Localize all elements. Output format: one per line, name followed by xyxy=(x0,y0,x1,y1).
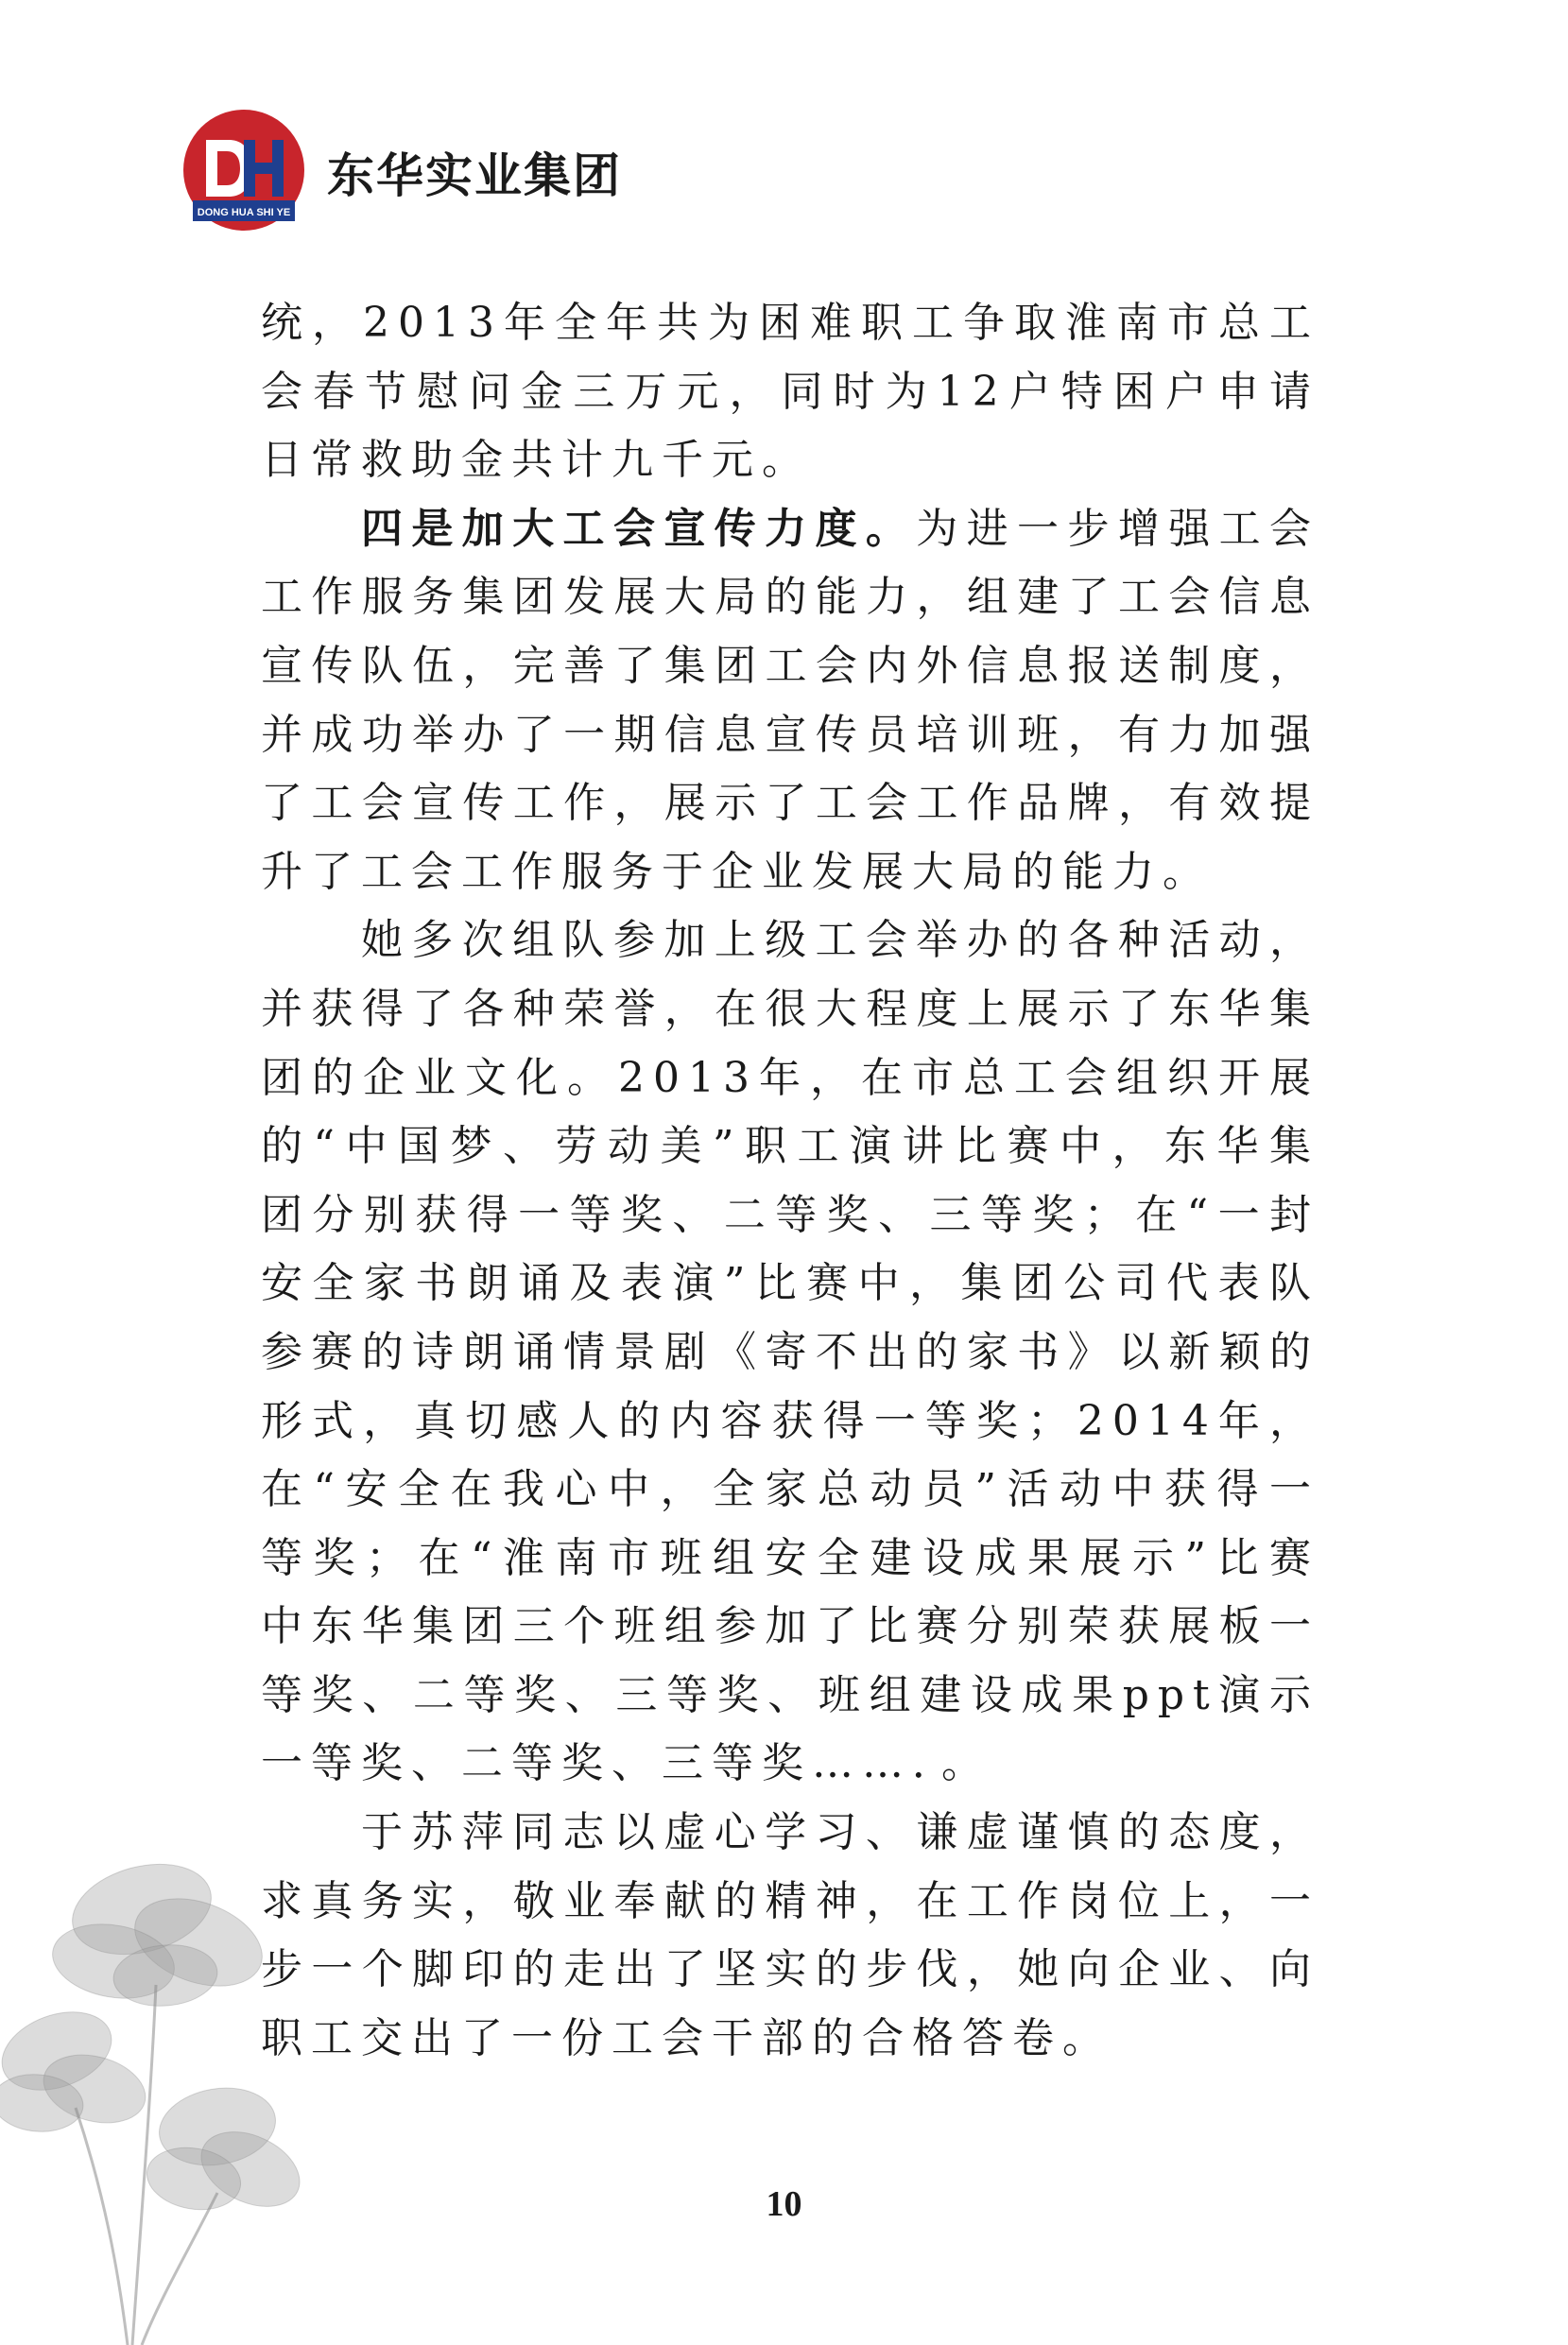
paragraph-text: 于苏萍同志以虚心学习、谦虚谨慎的态度，求真务实，敬业奉献的精神，在工作岗位上，一步一个脚印的走出了坚实的步伐，她向企业、向职工交出了一份工会干部的合格答卷。 xyxy=(261,1808,1319,2062)
company-name: 东华实业集团 xyxy=(327,148,622,203)
body-text xyxy=(261,289,1319,2073)
page-header xyxy=(178,106,622,238)
page-number: 10 xyxy=(766,2184,802,2224)
paragraph-2 xyxy=(261,495,1319,907)
paragraph-text: 为进一步增强工会工作服务集团发展大局的能力，组建了工会信息宣传队伍，完善了集团工会内外信息报送制度，并成功举办了一期信息宣传员培训班，有力加强了工会宣传工作，展示了工会工作品牌，有效提升了工会工作服务于企业发展大局的能力。 xyxy=(261,504,1320,896)
paragraph-text: 统，2013年全年共为困难职工争取淮南市总工会春节慰问金三万元，同时为12户特困户申请日常救助金共计九千元。 xyxy=(261,299,1319,485)
paragraph-1 xyxy=(261,289,1319,495)
donghua-logo-icon xyxy=(178,106,310,238)
paragraph-3 xyxy=(261,906,1319,1799)
paragraph-lead: 四是加大工会宣传力度。 xyxy=(361,504,917,553)
paragraph-text: 她多次组队参加上级工会举办的各种活动，并获得了各种荣誉，在很大程度上展示了东华集团的企业文化。2013年，在市总工会组织开展的“中国梦、劳动美”职工演讲比赛中，东华集团分别获得一等奖、二等奖、三等奖；在“一封安全家书朗诵及表演”比赛中，集团公司代表队参赛的诗朗诵情景剧《寄不出的家书》以新颖的形式，真切感人的内容获得一等奖；2014年，在“安全在我心中，全家总动员”活动中获得一等奖；在“淮南市班组安全建设成果展示”比赛中东华集团三个班组参加了比赛分别荣获展板一等奖、二等奖、三等奖、班组建设成果ppt演示一等奖、二等奖、三等奖……．。 xyxy=(261,916,1319,1788)
logo-text: DONG HUA SHI YE xyxy=(197,207,291,218)
paragraph-4 xyxy=(261,1799,1319,2073)
flower-decoration-icon xyxy=(0,1853,321,2345)
